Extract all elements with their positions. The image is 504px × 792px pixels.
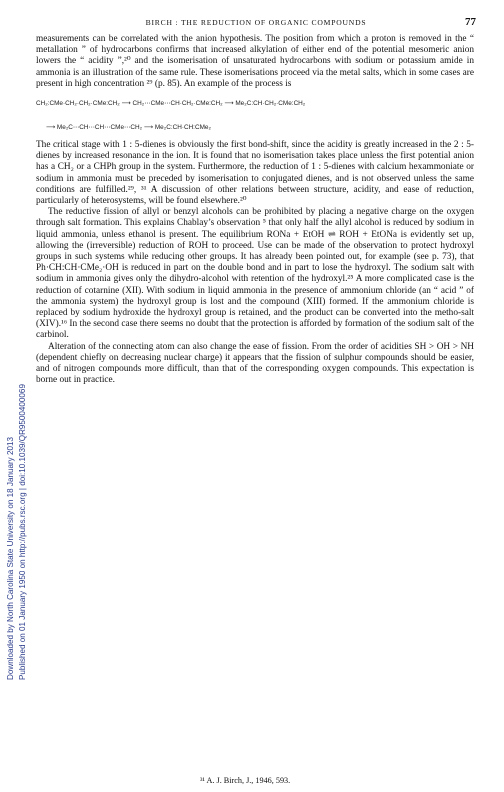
- download-watermark: [2, 120, 32, 680]
- paragraph-connecting-atom: Alteration of the connecting atom can also change the ease of fission. From the order of acidities SH > OH > NH (dependent chiefly on decreasing nuclear charge) it appears that the fission of sulphur compounds should be easier, and of nitrogen compounds more difficult, than that of the corresponding oxygen compounds. This expectation is borne out in practice.: [36, 341, 474, 386]
- paragraph-metallation: measurements can be correlated with the anion hypothesis. The position from which a proton is removed in the “ metallation ” of hydrocarbons confirms that increased alkylation of either end of the potential mesomeric anion lowers the “ acidity ”,²⁰ and the isomerisation of unsaturated hydrocarbons with sodium or potassium amide in ammonia is an illustration of the same rule. These isomerisations proceed via the metal salts, which in some cases are present in high concentration ²⁹ (p. 85). An example of the process is: [36, 34, 474, 89]
- paragraph-dienes: The critical stage with 1 : 5-dienes is obviously the first bond-shift, since the acidity is greatly increased in the 2 : 5-dienes by increased resonance in the ion. It is found that no isomerisation takes place unless the first potential anion has a CH₂ or a CHPh group in the system. Furthermore, the reduction of 1 : 5-dienes with calcium hexammoniate or sodium in ammonia must be preceded by isomerisation to conjugated dienes, and is not observed unless the same conditions are fulfilled.²⁹, ³¹ A discussion of other relations between structure, acidity, and ease of reduction, particularly of heterosystems, will be found elsewhere.²⁰: [36, 140, 474, 207]
- page-number: 77: [465, 16, 476, 28]
- footnote: ³¹ A. J. Birch, J., 1946, 593.: [200, 776, 291, 785]
- publication-notice: Published on 01 January 1950 on http://pubs.rsc.org | doi:10.1039/QR9500400069: [18, 384, 27, 680]
- article-body: [36, 34, 474, 386]
- download-notice: Downloaded by North Carolina State University on 18 January 2013: [6, 437, 15, 680]
- isomerisation-scheme: [36, 98, 474, 134]
- scheme-row-1: CH₂:CMe·CH₂·CH₂·CMe:CH₂ ⟶ CH₂⋯CMe⋯CH·CH₂·CMe:CH₂ ⟶ Me₂C:CH·CH₂·CMe:CH₂: [36, 100, 306, 108]
- running-title: BIRCH : THE REDUCTION OF ORGANIC COMPOUNDS: [145, 18, 367, 27]
- running-header: [36, 16, 476, 32]
- scheme-row-2: ⟶ Me₂C⋯CH⋯CH⋯CMe⋯CH₂ ⟶ Me₂C:CH·CH:CMe₂: [46, 124, 211, 132]
- paragraph-reductive-fission: The reductive fission of allyl or benzyl alcohols can be prohibited by placing a negative charge on the oxygen through salt formation. This explains Chablay’s observation ⁵ that only half the allyl alcohol is reduced by sodium in liquid ammonia, unless ethanol is present. The equilibrium RONa + EtOH ⇌ ROH + EtONa is evidently set up, allowing the (irreversible) reduction of ROH to proceed. Use can be made of the observation to protect hydroxyl groups in such systems while reducing other groups. It has already been pointed out, for example (see p. 73), that Ph·CH:CH·CMe₂·OH is reduced in part on the double bond and in part to lose the hydroxyl. The sodium salt with sodium in ammonia gives only the dihydro-alcohol with retention of the hydroxyl.²⁵ A more complicated case is the reduction of cotarnine (XII). With sodium in liquid ammonia in the presence of ammonium chloride (an “ acid ” of the ammonia system) the hydroxyl group is lost and the compound (XIII) formed. If the ammonium chloride is replaced by sodium hydroxide the hydroxyl group is retained, and the product can be converted into the metho-salt (XIV).¹⁶ In the second case there seems no doubt that the protection is afforded by formation of the sodium salt of the carbinol.: [36, 207, 474, 341]
